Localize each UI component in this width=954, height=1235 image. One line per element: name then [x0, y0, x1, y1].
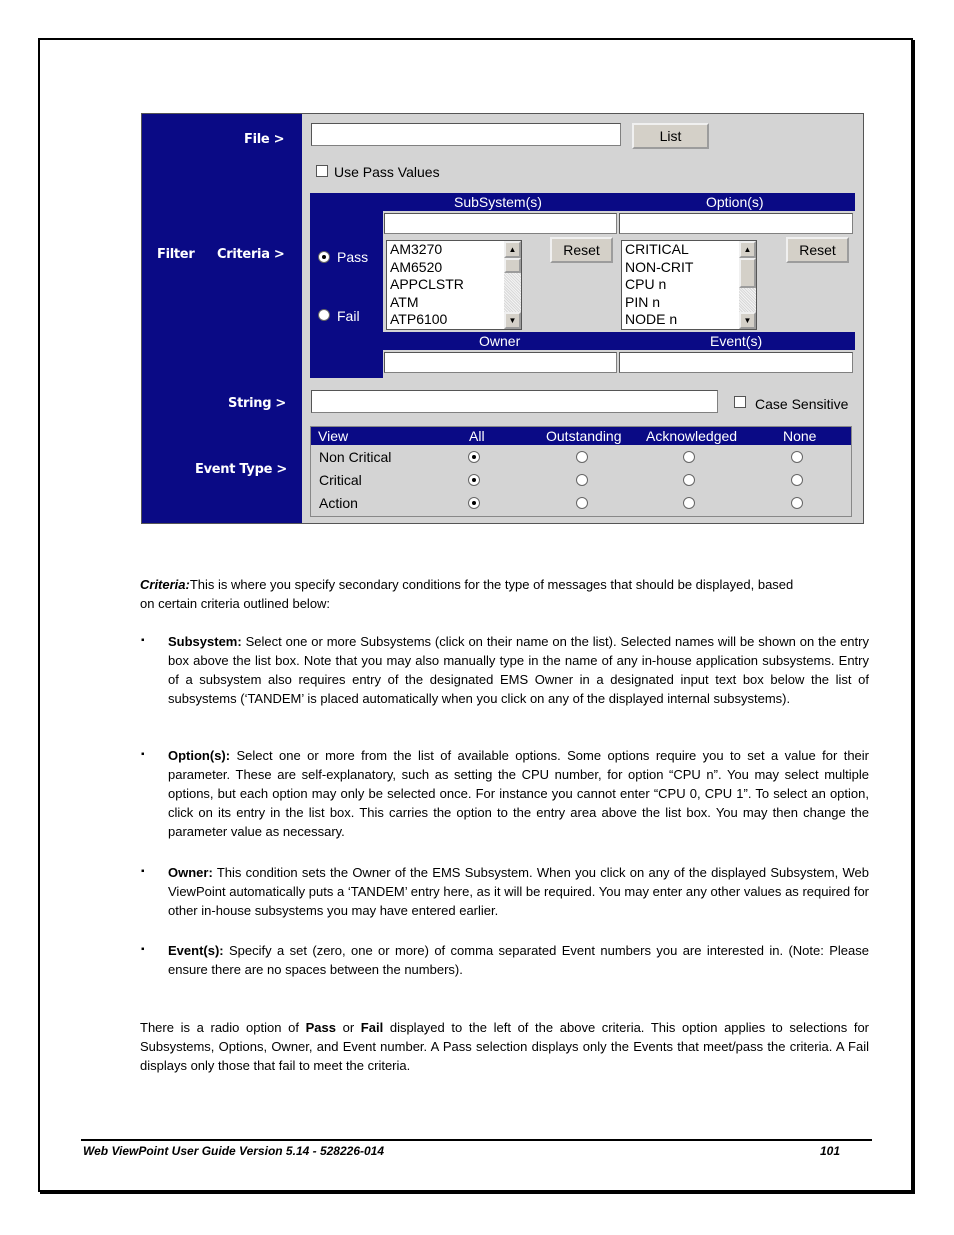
event-type-label: Event Type > — [195, 462, 287, 477]
col-outstanding: Outstanding — [546, 428, 622, 444]
use-pass-values-label: Use Pass Values — [334, 164, 440, 180]
critical-outstanding-radio[interactable] — [576, 474, 588, 486]
criteria-intro-line-2: on certain criteria outlined below: — [140, 596, 331, 611]
criteria-label: Criteria > — [217, 247, 285, 262]
subsystem-list-item[interactable]: ATM — [390, 293, 419, 310]
col-all: All — [469, 428, 485, 444]
option-list-item[interactable]: CRITICAL — [625, 241, 689, 257]
bullet-icon: ▪ — [141, 635, 145, 646]
action-outstanding-radio[interactable] — [576, 497, 588, 509]
subsystem-list-item[interactable]: AM3270 — [390, 241, 443, 257]
events-desc: Specify a set (zero, one or more) of comma separated Event numbers you are interested in. (Note: Please ensure there are no spaces between the numbers). — [168, 943, 869, 977]
action-all-radio[interactable] — [468, 497, 480, 509]
owner-desc: This condition sets the Owner of the EMS Subsystem. When you click on any of the displayed Subsystem, Web ViewPoint automatically puts a ‘TANDEM’ entry here, as it will be required. You may enter any other values as required for other in-house subsystems you may have entered earlier. — [168, 865, 869, 918]
options-term: Option(s): — [168, 748, 231, 763]
file-input[interactable] — [311, 123, 621, 146]
bullet-icon: ▪ — [141, 866, 145, 877]
option-list-item[interactable]: PIN n — [625, 293, 661, 310]
subsystem-desc: Select one or more Subsystems (click on their name on the list). Selected names will be shown on the entry box above the list box. Note that you may also manually type in the name of any in-house application subsystems. Entry of a subsystem also requires entry of the designated EMS Owner in a designated input text box below the list of subsystems (‘TANDEM’ is placed automatically when you click on any of the displayed internal subsystems). — [168, 634, 869, 706]
footer-title: Web ViewPoint User Guide Version 5.14 - 528226-014 — [83, 1144, 385, 1158]
option-list-item[interactable]: NON-CRIT — [625, 258, 694, 275]
option-scrollbar[interactable] — [739, 241, 756, 329]
non-critical-outstanding-radio[interactable] — [576, 451, 588, 463]
pass-label: Pass — [337, 249, 369, 265]
owner-header: Owner — [479, 333, 521, 349]
action-acknowledged-radio[interactable] — [683, 497, 695, 509]
scroll-up-icon[interactable]: ▲ — [504, 241, 521, 258]
bullet-icon: ▪ — [141, 944, 145, 955]
subsystem-reset-button[interactable]: Reset — [550, 237, 613, 263]
non-critical-acknowledged-radio[interactable] — [683, 451, 695, 463]
subsystem-entry-input[interactable] — [384, 213, 617, 234]
scroll-thumb[interactable] — [739, 258, 756, 288]
non-critical-none-radio[interactable] — [791, 451, 803, 463]
action-none-radio[interactable] — [791, 497, 803, 509]
critical-acknowledged-radio[interactable] — [683, 474, 695, 486]
list-button[interactable]: List — [632, 123, 709, 149]
options-desc: Select one or more from the list of available options. Some options require you to set a value for their parameter. These are self-explanatory, such as setting the CPU number, for option “CPU n”. You may select multiple options, but each option may only be selected once. For instance you cannot enter “CPU 0, CPU 1”. To select an option, click on its entry in the list box. This carries the option to the entry area above the list box. You may then change the parameter value as necessary. — [168, 748, 869, 839]
owner-events-area — [383, 350, 855, 378]
file-label: File > — [244, 132, 285, 147]
events-item — [168, 941, 869, 979]
event-type-header — [311, 427, 851, 445]
criteria-box — [310, 193, 855, 378]
pass-radio[interactable] — [318, 251, 330, 263]
closing-pass: Pass — [305, 1020, 336, 1035]
options-item — [168, 746, 869, 841]
scroll-down-icon[interactable]: ▼ — [504, 312, 521, 329]
use-pass-values-checkbox[interactable] — [316, 165, 328, 177]
events-header: Event(s) — [710, 333, 763, 349]
subsystems-header: SubSystem(s) — [454, 194, 542, 210]
option-list-item[interactable]: NODE n — [625, 311, 678, 328]
subsystem-scrollbar[interactable] — [504, 241, 521, 329]
string-label: String > — [228, 396, 287, 411]
critical-none-radio[interactable] — [791, 474, 803, 486]
page-number: 101 — [820, 1144, 841, 1158]
case-sensitive-checkbox[interactable] — [734, 396, 746, 408]
row-non-critical-label: Non Critical — [319, 449, 392, 465]
owner-input[interactable] — [384, 352, 617, 373]
closing-text-1: There is a radio option of — [140, 1020, 306, 1035]
subsystem-item — [168, 632, 869, 708]
row-critical-label: Critical — [319, 472, 362, 488]
option-entry-input[interactable] — [619, 213, 853, 234]
closing-or: or — [335, 1020, 361, 1035]
criteria-intro-line-1: This is where you specify secondary conditions for the type of messages that should be displayed, based — [189, 577, 794, 592]
closing-fail: Fail — [360, 1020, 384, 1035]
scroll-up-icon[interactable]: ▲ — [739, 241, 756, 258]
col-acknowledged: Acknowledged — [646, 428, 738, 444]
fail-label: Fail — [337, 308, 360, 324]
events-input[interactable] — [619, 352, 853, 373]
non-critical-all-radio[interactable] — [468, 451, 480, 463]
subsystem-list-item[interactable]: APPCLSTR — [390, 276, 464, 293]
option-reset-button[interactable]: Reset — [786, 237, 849, 263]
owner-item — [168, 863, 869, 920]
option-listbox[interactable] — [621, 240, 757, 330]
closing-paragraph — [140, 1018, 869, 1075]
filter-screenshot — [141, 113, 864, 524]
case-sensitive-label: Case Sensitive — [755, 396, 849, 412]
filter-label: Filter — [157, 247, 195, 262]
option-list-item[interactable]: CPU n — [625, 276, 667, 293]
criteria-lists-area — [383, 211, 855, 332]
scroll-thumb[interactable] — [504, 258, 521, 273]
subsystem-list-item[interactable]: ATP6100 — [390, 311, 448, 328]
col-none: None — [783, 428, 817, 444]
filter-content — [302, 114, 863, 523]
criteria-intro — [140, 575, 860, 613]
subsystem-term: Subsystem: — [168, 634, 242, 649]
scroll-down-icon[interactable]: ▼ — [739, 312, 756, 329]
criteria-title: Criteria: — [140, 577, 190, 592]
bullet-icon: ▪ — [141, 749, 145, 760]
closing-text-2: displayed to the left of the above criteria. This option applies to selections for Subsystems, Options, Owner, and Event number. A Pass selection displays only the Events that meet/pass the criteria. A Fail displays only those that fail to meet the criteria. — [140, 1020, 870, 1073]
filter-sidebar — [142, 114, 302, 523]
events-term: Event(s): — [168, 943, 224, 958]
event-type-table — [310, 426, 852, 517]
owner-term: Owner: — [168, 865, 213, 880]
string-input[interactable] — [311, 390, 718, 413]
subsystem-list-item[interactable]: AM6520 — [390, 258, 443, 275]
critical-all-radio[interactable] — [468, 474, 480, 486]
subsystem-listbox[interactable] — [386, 240, 522, 330]
row-action-label: Action — [319, 495, 358, 511]
fail-radio[interactable] — [318, 309, 330, 321]
options-header: Option(s) — [706, 194, 764, 210]
col-view: View — [318, 428, 349, 444]
footer-rule — [81, 1139, 872, 1141]
